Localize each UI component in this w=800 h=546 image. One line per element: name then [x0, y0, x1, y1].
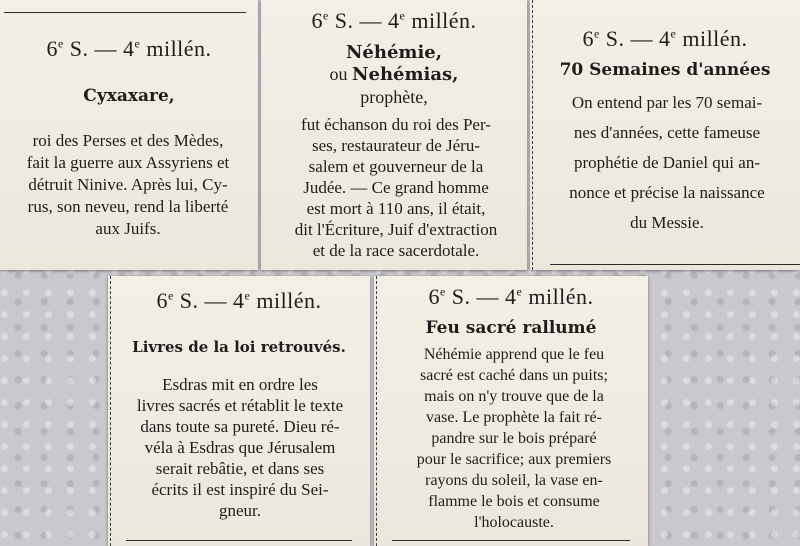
card-text: Esdras mit en ordre les livres sacrés et rétablit le texte dans toute sa pureté. Dieu ré- véla à Esdras que Jérusalem serait rebâtie, et dans ses écrits il est inspiré du Sei- gneur. — [136, 375, 344, 520]
card-heading: 6e S. — 4e millén. — [46, 36, 212, 61]
card-heading: 6e S. — 4e millén. — [582, 26, 748, 51]
card-subtitle: ou Nehémias, — [329, 64, 459, 85]
bottom-rule — [392, 540, 630, 541]
card-role: prophète, — [360, 87, 428, 107]
card-text: fut échanson du roi des Per- ses, restaurateur de Jéru- salem et gouverneur de la Judée. — Ce grand homme est mort à 110 ans, il était, dit l'Écriture, Juif d'extraction et de la race sacerdotale. — [294, 115, 498, 260]
card-70-semaines — [530, 0, 800, 270]
card-text: On entend par les 70 semai- nes d'années, cette fameuse prophétie de Daniel qui an- nonce et précise la naissance du Messie. — [569, 93, 765, 232]
top-rule — [4, 12, 246, 13]
card-title: Feu sacré rallumé — [425, 318, 597, 338]
card-title: Livres de la loi retrouvés. — [132, 338, 346, 356]
card-text: roi des Perses et des Mèdes, fait la guerre aux Assyriens et détruit Ninive. Après lui, Cy- rus, son neveu, rend la liberté aux Juifs. — [26, 131, 230, 238]
card-cyaxare — [0, 0, 258, 270]
card-title: 70 Semaines d'années — [559, 60, 771, 80]
card-heading: 6e S. — 4e millén. — [311, 8, 477, 33]
bottom-rule — [550, 264, 800, 265]
card-heading: 6e S. — 4e millén. — [428, 284, 594, 309]
card-title: Néhémie, — [345, 42, 443, 63]
card-livres-de-la-loi — [108, 276, 370, 546]
card-nehemie — [261, 0, 527, 270]
perforation — [376, 276, 377, 546]
card-text: Néhémie apprend que le feu sacré est caché dans un puits; mais on n'y trouve que de la vase. Le prophète la fait ré- pandre sur le bois préparé pour le sacrifice; aux premiers rayons du soleil, la vase en- flamme le bois et consume l'holocauste. — [416, 346, 612, 531]
bottom-rule — [126, 540, 352, 541]
card-heading: 6e S. — 4e millén. — [156, 288, 322, 313]
card-feu-sacre — [374, 276, 648, 546]
perforation — [532, 0, 533, 270]
card-title: Cyxaxare, — [83, 86, 175, 106]
perforation — [110, 276, 111, 546]
